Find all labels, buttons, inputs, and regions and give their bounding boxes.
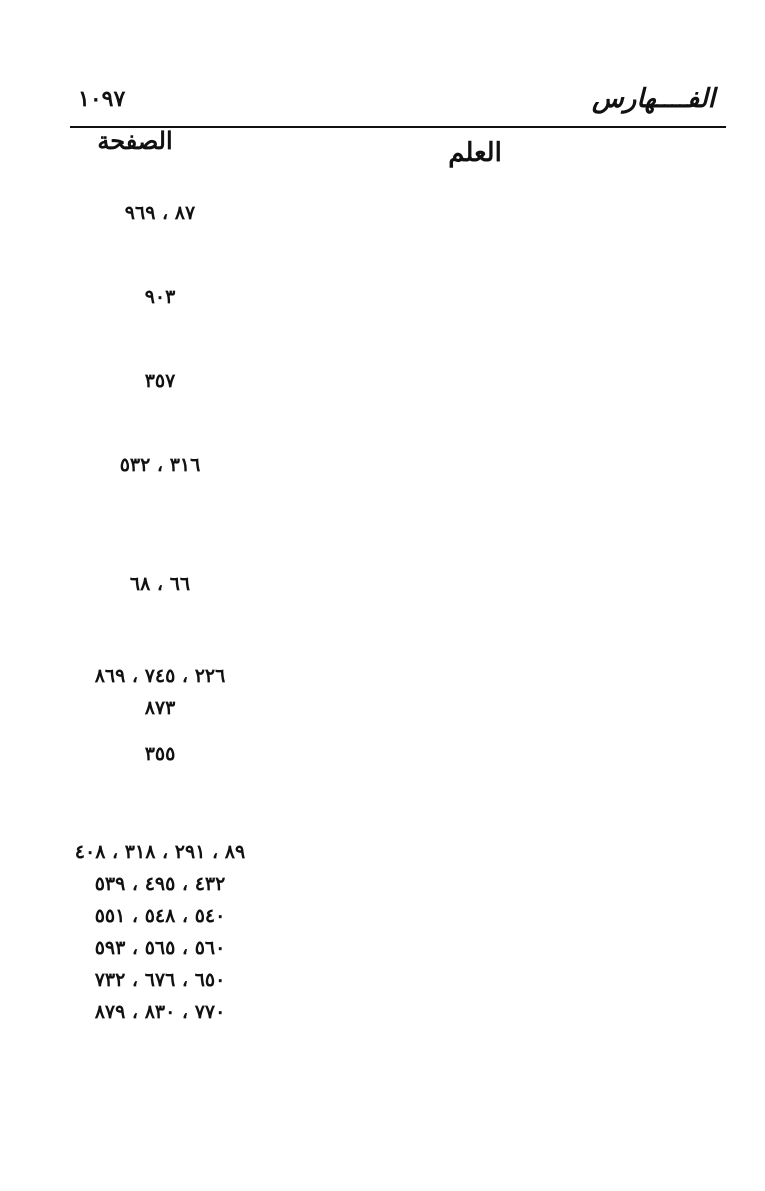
page-refs: ٥٤٠ ، ٥٤٨ ، ٥٥١: [94, 905, 226, 927]
entry-pages: [60, 365, 260, 397]
page-refs: ٨٧ ، ٩٦٩: [124, 202, 196, 224]
entry-pages: [60, 738, 260, 770]
page-refs: ٣١٦ ، ٥٣٢: [119, 454, 201, 476]
page-refs: ٥٦٠ ، ٥٦٥ ، ٥٩٣: [94, 937, 226, 959]
entry-pages: [60, 660, 260, 724]
page-refs: ٨٧٣: [144, 697, 176, 719]
page-refs: ٩٠٣: [144, 286, 176, 308]
page-refs: ٢٢٦ ، ٧٤٥ ، ٨٦٩: [94, 665, 226, 687]
column-heading-page: الصفحة: [97, 126, 173, 155]
page-refs: ٧٧٠ ، ٨٣٠ ، ٨٧٩: [94, 1001, 226, 1023]
page-refs: ٣٥٥: [144, 743, 176, 765]
page-number: ١٠٩٧: [78, 86, 126, 112]
entry-pages: [60, 836, 260, 1028]
entry-pages: [60, 281, 260, 313]
page-refs: ٣٥٧: [144, 370, 176, 392]
page-refs: ٦٥٠ ، ٦٧٦ ، ٧٣٢: [94, 969, 226, 991]
entry-pages: [60, 568, 260, 600]
entry-pages: [60, 449, 260, 481]
page-refs: ٦٦ ، ٦٨: [129, 573, 191, 595]
page-refs: ٨٩ ، ٢٩١ ، ٣١٨ ، ٤٠٨: [74, 841, 246, 863]
running-title: الفــــهارس: [592, 84, 715, 114]
column-heading-name: العلم: [448, 138, 502, 168]
page-refs: ٤٣٢ ، ٤٩٥ ، ٥٣٩: [94, 873, 226, 895]
entry-pages: [60, 197, 260, 229]
